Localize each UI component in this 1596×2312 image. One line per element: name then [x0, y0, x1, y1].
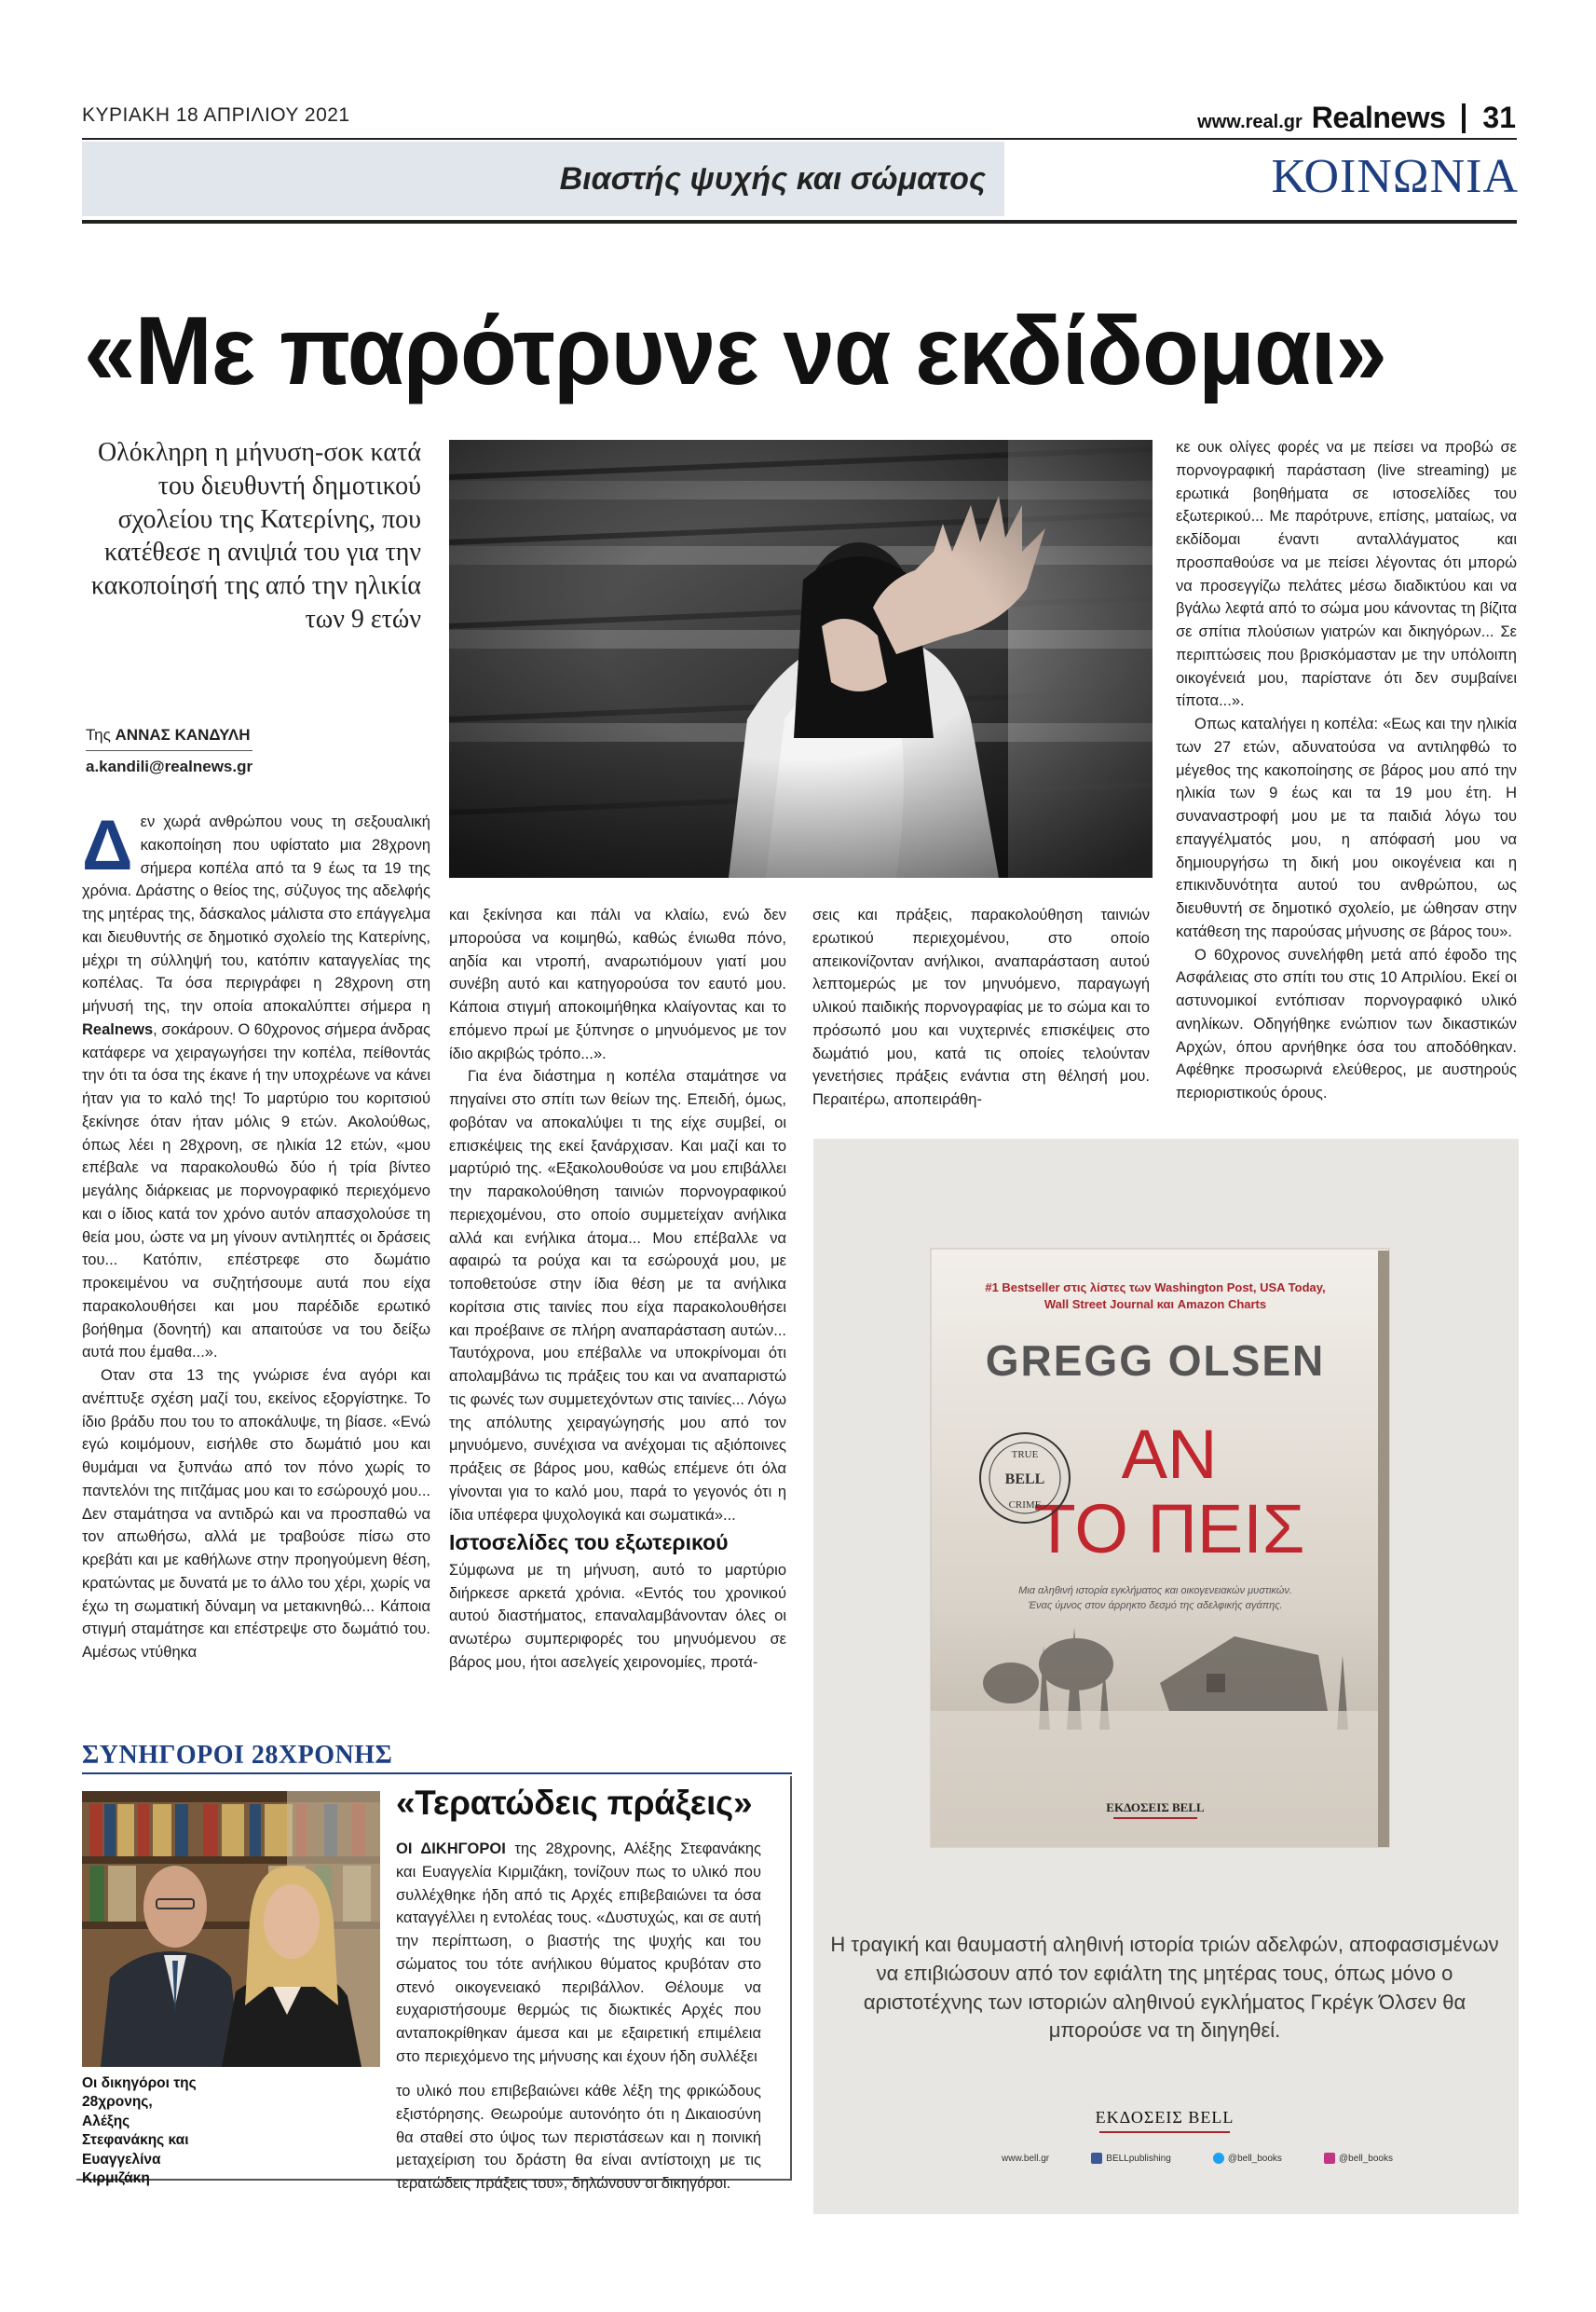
dropcap: Δ: [82, 806, 133, 885]
publisher-logo-text: ΕΚΔΟΣΕΙΣ BELL: [1095, 2108, 1235, 2127]
badge-mid: BELL: [1004, 1471, 1045, 1487]
byline-prefix: Της: [86, 726, 111, 744]
box-body: [396, 1838, 761, 2069]
masthead-divider: [1462, 103, 1466, 133]
book-author: GREGG OLSEN: [985, 1336, 1326, 1385]
column-4-paragraph-2: Οπως καταλήγει η κοπέλα: «Εως και την ηλικία των 27 ετών, αδυνατούσα να αντιληφθώ το μέγεθος της κακοποίησης σε βάρος μου από την ηλικία των 9 έως και τα 19 μου έτη. Η συναναστροφή μου με τα παιδιά λόγω του επαγγέλματός μου, η απόφασή μου να δημιουργήσω τη δική μου οικογένεια και η επικινδυνότητα αυτού του ανθρώπου, ως διευθυντή σε δημοτικό σχολείο, με ώθησαν στην κατάθεση της παρούσας μήνυσης σε βάρος του».: [1176, 716, 1517, 940]
column-2-paragraph-1: και ξεκίνησα και πάλι να κλαίω, ενώ δεν μπορούσα να κοιμηθώ, καθώς ένιωθα πόνο, αηδία και ντροπή, αναρωτιόμουν γιατί μου συνέβη αυτό και κατηγορούσα τον εαυτό μου. Κάποια στιγμή αποκοιμήθηκα κλαίγοντας και το επόμενο πρωί με ξύπνησε ο μηνυόμενος με τον ίδιο ακριβώς τρόπο...».: [449, 907, 786, 1062]
main-photo: [449, 440, 1153, 878]
book-title-line-2: ΤΟ ΠΕΙΣ: [1033, 1490, 1305, 1567]
section-name: ΚΟΙΝΩΝΙΑ: [1271, 150, 1519, 203]
social-instagram-text: @bell_books: [1339, 2153, 1393, 2164]
box-body-text: της 28χρονης, Αλέξης Στεφανάκης και Ευαγγελία Κιρμιζάκη, τονίζουν πως το υλικό που συλλέχθηκε ήδη από τις Αρχές επιβεβαιώνει τα όσα καταγγέλλει η εντολέας τους. «Δυστυχώς, και σε αυτή την περίπτωση, ο βιαστής της ψυχής και του σώματος του τότε ανήλικου θύματος κρυβόταν στο στενό οικογενειακό περιβάλλον. Θέλουμε να ευχαριστήσουμε θερμώς τις διωκτικές Αρχές που ανταποκρίθηκαν άμεσα και με εξαιρετική επιμέλεια στο περιεχόμενο της μήνυσης και έχουν ήδη συλλέξει: [396, 1840, 762, 2065]
article-column-2: [449, 904, 786, 1675]
twitter-icon: [1213, 2153, 1224, 2164]
masthead: [1197, 101, 1516, 135]
column-4-paragraph-3: Ο 60χρονος συνελήφθη μετά από έφοδο της Ασφάλειας στο σπίτι του στις 10 Απριλίου. Εκεί οι αστυνομικοί εντόπισαν πορνογραφικό υλικό ανηλίκων. Οδηγήθηκε ενώπιον των δικαστικών Αρχών, όπου αρνήθηκε όσα του αποδόθηκαν. Αφέθηκε προσωρινά ελεύθερος, με αυστηρούς περιοριστικούς όρους.: [1176, 946, 1517, 1101]
book-title-line-1: ΑΝ: [1121, 1416, 1218, 1493]
box-body-continued: το υλικό που επιβεβαιώνει κάθε λέξη της φρικώδους εξιστόρησης. Θεωρούμε αυτονόητο ότι η Δικαιοσύνη θα σταθεί στο ύψος των περιστάσεων και η ποινική μεταχείριση του δράστη θα είναι αντίστοιχη με τις τερατώδεις πράξεις του», δηλώνουν οι δικηγόροι.: [396, 2083, 761, 2192]
box-title: ΣΥΝΗΓΟΡΟΙ 28ΧΡΟΝΗΣ: [82, 1741, 393, 1770]
publisher-logo: [1053, 2108, 1276, 2133]
standfirst: Ολόκληρη η μήνυση-σοκ κατά του διευθυντή δημοτικού σχολείου της Κατερίνης, που κατέθεσε η ανιψιά του για την κακοποίησή της από την ηλικία των 9 ετών: [90, 438, 421, 635]
box-lead: ΟΙ ΔΙΚΗΓΟΡΟΙ: [396, 1840, 506, 1857]
cover-publisher: ΕΚΔΟΣΕΙΣ BELL: [1106, 1800, 1205, 1814]
publisher-logo-underline: [1099, 2131, 1230, 2133]
social-twitter[interactable]: [1213, 2153, 1282, 2164]
social-web[interactable]: [1002, 2154, 1049, 2164]
lawyers-photo: [82, 1791, 380, 2067]
tagline-2: Ένας ύμνος στον άρρηκτο δεσμό της αδελφικής αγάπης.: [1028, 1600, 1283, 1611]
badge-top: TRUE: [1011, 1449, 1039, 1460]
badge-bottom: CRIME: [1008, 1499, 1042, 1511]
top-rule: [82, 138, 1517, 140]
body-text: , σοκάρουν. Ο 60χρονος σήμερα άνδρας κατάφερε να χειραγωγήσει την κοπέλα, πείθοντάς την ότι τα όσα της έκανε ή την υποχρέωνε να κάνει ήταν για το καλό της! Το μαρτύριο του κοριτσιού ξεκίνησε όταν ήταν μόλις 9 ετών. Ακολούθως, όπως λέει η 28χρονη, σε ηλικία 12 ετών, «μου επέβαλε να παρακολουθώ δύο ή τρία βίντεο μεγάλης διάρκειας με πορνογραφικό περιεχόμενο και ο ίδιος κατά τον χρόνο αυτόν απασχολούσε τη θεία μου, ώστε να μη γίνουν αντιληπτές οι δράσεις του... Κατόπιν, επέστρεφε στο δωμάτιο προκειμένου να συζητήσουμε αυτά που είχα παρακολουθήσει και μου παρέδιδε ερωτικό βοήθημα (δονητή) και απαιτούσε να του δείξω αυτά που έμαθα...».: [82, 1020, 430, 1361]
section-rule: [82, 220, 1517, 224]
bestseller-line-1: #1 Bestseller στις λίστες των Washington Post, USA Today,: [985, 1280, 1326, 1294]
social-facebook[interactable]: [1091, 2153, 1171, 2164]
column-2-paragraph-3: Σύμφωνα με τη μήνυση, αυτό το μαρτύριο διήρκεσε αρκετά χρόνια. «Εντός του χρονικού αυτού διαστήματος, επαναλαμβάνονταν όλες οι ανωτέρω συμπεριφορές του μηνυόμενου σε βάρος μου, ήτοι ασελγείς χειρονομίες, προτά-: [449, 1561, 786, 1671]
tagline-1: Μια αληθινή ιστορία εγκλήματος και οικογενειακών μυστικών.: [1018, 1585, 1292, 1596]
box-headline: «Τερατώδεις πράξεις»: [396, 1784, 753, 1822]
byline-email[interactable]: a.kandili@realnews.gr: [86, 750, 252, 782]
column-3-paragraph-1: σεις και πράξεις, παρακολούθηση ταινιών ερωτικού περιεχομένου, στο οποίο απεικονίζονταν ανήλικοι, αναπαράσταση αυτού λεπτομερώς με τον μηνυόμενο, παραγωγή υλικού παιδικής πορνογραφίας με το σώμα και το πρόσωπό μου και νυχτερινές επισκέψεις στο δωμάτιό μου, κατά τις οποίες τελούνταν γενετήσιες πράξεις ενάντια στη θέλησή μου. Περαιτέρω, αποπειράθη-: [812, 907, 1150, 1108]
column-1-paragraph-1: [82, 806, 430, 1364]
column-1-paragraph-2: Οταν στα 13 της γνώρισε ένα αγόρι και ανέπτυξε σχέση μαζί του, εκείνος εξοργίστηκε. Το ίδιο βράδυ που του το αποκάλυψε, τη βίασε. «Ενώ εγώ κοιμόμουν, εισήλθε στο δωμάτιό μου και θυμάμαι να ξυπνάω από τον πόνο χωρίς το παντελόνι της πιτζάμας μου και το εσώρουχό μου... Δεν σταμάτησα να αντιδρώ και να προσπαθώ να τον απωθήσω, αλλά με τραβούσε πίσω στο κρεβάτι και με καθήλωνε στην προηγούμενη θέση, κρατώντας με δυνατά με το άλλο του χέρι, χωρίς να έχω τη σωματική δύναμη να μετακινηθώ... Κάποια στιγμή σταμάτησε και επέστρεψε στο δωμάτιό του. Αμέσως ντύθηκα: [82, 1367, 430, 1661]
byline: [86, 719, 252, 782]
inline-brand: Realnews: [82, 1020, 154, 1038]
body-text: εν χωρά ανθρώπου νους τη σεξουαλική κακοποίηση που υφίσταto μια 28χρονη σήμερα κοπέλα από τα 9 έως τα 19 της χρόνια. Δράστης ο θείος της, σύζυγος της αδελφής της μητέρας της, δάσκαλος μάλιστα στο επάγγελμα και διευθυντής σε δημοτικό σχολείο της Κατερίνης, μέχρι τη σύλληψή του, κατόπιν καταγγελίας της κοπέλας. Τα όσα περιγράφει η 28χρονη στη μήνυσή της, την οποία αποκαλύπτει σήμερα η: [82, 814, 430, 1015]
page-number: 31: [1482, 101, 1516, 134]
social-twitter-text: @bell_books: [1227, 2153, 1282, 2164]
bestseller-line-2: Wall Street Journal και Amazon Charts: [1044, 1297, 1267, 1311]
byline-author: ΑΝΝΑΣ ΚΑΝΔΥΛΗ: [115, 726, 251, 744]
article-column-4: [1176, 436, 1517, 1105]
column-2-paragraph-2: Για ένα διάστημα η κοπέλα σταμάτησε να πηγαίνει στο σπίτι των θείων της. Επειδή, όμως, φοβόταν να αποκαλύψει τι της είχε συμβεί, οι επισκέψεις της εκεί ξανάρχισαν. Και μαζί και το μαρτύριό της. «Εξακολουθούσε να μου επιβάλλει την παρακολούθηση ταινιών πορνογραφικού περιεχομένου, στο οποίο συμμετείχαν ανήλικα αλλά και ενήλικα άτομα... Μου επέβαλλε να αφαιρώ τα ρούχα και τα εσώρουχά μου, με τοποθετούσε στην ίδια θέση με τα ανήλικα κορίτσια στις ταινίες που είχα παρακολουθήσει και προέβαινε σε πλήρη αναπαράσταση αυτών... Ταυτόχρονα, μου επέβαλλε να υποκρίνομαι ότι απολαμβάνω τις πράξεις του και να αναπαριστώ τις φωνές των συμμετεχόντων στις ταινίες... Λόγω της απόλυτης χειραγώγησής μου από τον μηνυόμενο, συνέχισα να ανέχομαι τις αξιόποινες πράξεις σε βάρος μου, καθώς επέμενε ότι όλα γίνονται για το καλό μου, παρά το γεγονός ότι η ίδια υπέφερα ψυχολογικά και σωματικά»...: [449, 1068, 786, 1524]
facebook-icon: [1091, 2153, 1102, 2164]
box-rule: [82, 1772, 792, 1774]
section-tag: Βιαστής ψυχής και σώματος: [559, 160, 986, 197]
social-web-text: www.bell.gr: [1002, 2153, 1050, 2164]
site-url[interactable]: www.real.gr: [1197, 112, 1303, 132]
instagram-icon: [1324, 2153, 1335, 2164]
column-4-paragraph-1: κε ουκ ολίγες φορές να με πείσει να προβώ σε πορνογραφική παράσταση (live streaming) με ερωτικά βοηθήματα σε ιστοσελίδες του εξωτερικού... Με παρότρυνε, επίσης, ματαίως, να εκδίδομαι έναντι ανταλλάγματος και προσπαθούσε να με πείσει λέγοντας ότι μπορώ να προσεγγίζω πελάτες μέσω διαδικτύου και να βγάλω λεφτά από το σώμα μου κάνοντας τη βίζιτα σε σπίτια πλούσιων γιατρών και δικηγόρων... Σε περιπτώσεις που βρισκόμασταν με την υπόλοιπη οικογένειά μου, παρίστανε ότι δεν συμβαίνει τίποτα...».: [1176, 439, 1517, 710]
book-cover[interactable]: [927, 1245, 1393, 1851]
brand-logo: Realnews: [1311, 101, 1446, 134]
social-facebook-text: BELLpublishing: [1106, 2153, 1171, 2164]
article-column-1: [82, 806, 430, 1664]
article-column-3: [812, 904, 1150, 1112]
social-links: [1002, 2153, 1393, 2164]
headline: «Με παρότρυνε να εκδίδομαι»: [84, 297, 1386, 405]
issue-date: ΚΥΡΙΑΚΗ 18 ΑΠΡΙΛΙΟΥ 2021: [82, 104, 350, 126]
photo-caption: Οι δικηγόροι της 28χρονης, Αλέξης Στεφανάκης και Ευαγγελίνα Κιρμιζάκη: [82, 2075, 197, 2187]
social-instagram[interactable]: [1324, 2153, 1393, 2164]
ad-description: Η τραγική και θαυμαστή αληθινή ιστορία τριών αδελφών, αποφασισμένων να επιβιώσουν από τον εφιάλτη της μητέρας τους, όπως μόνο ο αριστοτέχνης των ιστοριών αληθινού εγκλήματος Γκρέγκ Όλσεν θα μπορούσε να τη διηγηθεί.: [830, 1933, 1499, 2043]
subheading: Ιστοσελίδες του εξωτερικού: [449, 1530, 729, 1555]
